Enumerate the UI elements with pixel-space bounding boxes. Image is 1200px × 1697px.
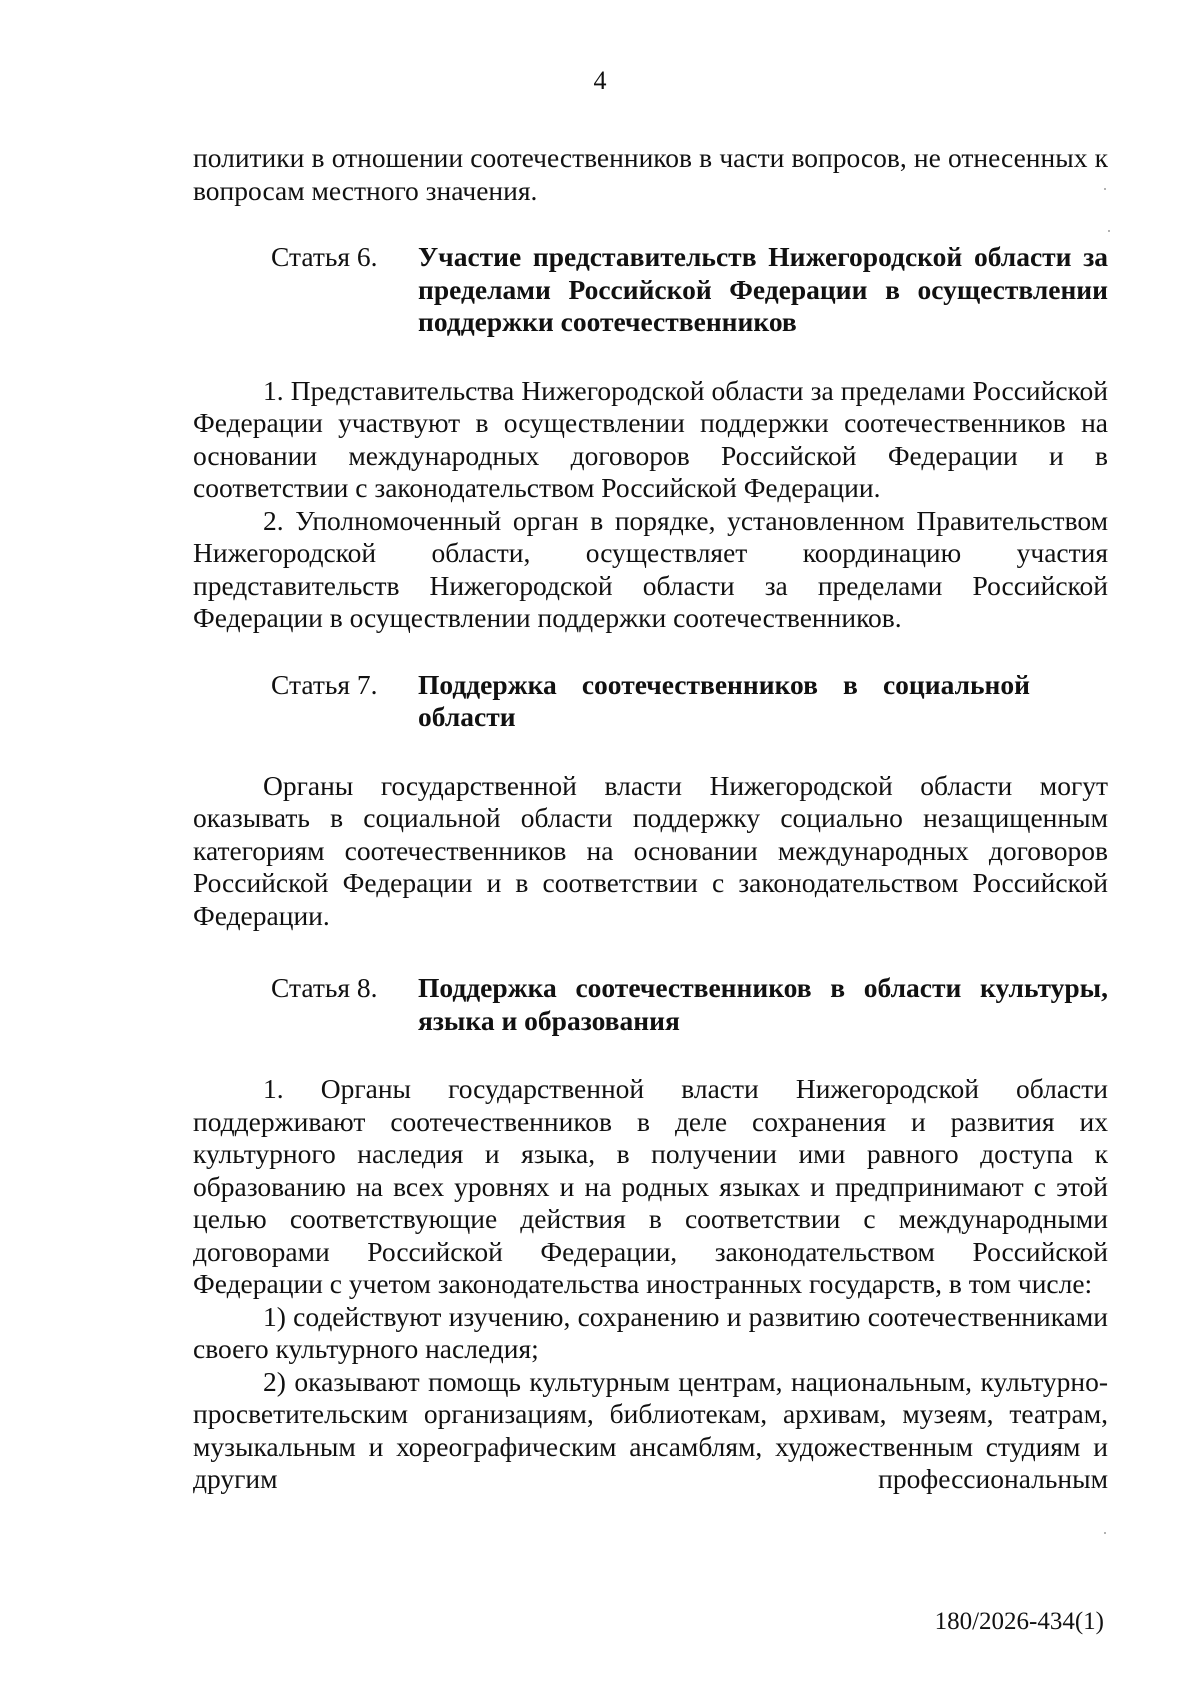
scan-speck xyxy=(1104,188,1106,190)
intro-paragraph: политики в отношении соотечественников в части вопросов, не отнесенных к вопросам местного значения. xyxy=(193,142,1108,206)
article-8-paragraph-1: 1. Органы государственной власти Нижегородской области поддерживают соотечественников в деле сохранения и развития их культурного наследия и языка, в получении ими равного доступа к образованию на всех уровнях и на родных языках и предпринимают с этой целью соответствующие действия в соответствии с международными договорами Российской Федерации, законодательством Российской Федерации с учетом законодательства иностранных государств, в том числе: xyxy=(193,1073,1108,1299)
article-6-heading xyxy=(193,241,1108,339)
article-7-heading xyxy=(193,669,1108,734)
scan-speck xyxy=(1104,1532,1106,1534)
article-8-title: Поддержка соотечественников в области культуры, языка и образования xyxy=(418,972,1108,1036)
article-7-label: Статья 7. xyxy=(271,668,378,700)
article-6-paragraph-1: 1. Представительства Нижегородской области за пределами Российской Федерации участвуют в осуществлении поддержки соотечественников на основании международных договоров Российской Федерации и в соответствии с законодательством Российской Федерации. xyxy=(193,374,1108,503)
document-body xyxy=(193,142,1108,1496)
article-8-label: Статья 8. xyxy=(271,972,378,1003)
article-8-subitem-1: 1) содействуют изучению, сохранению и развитию соотечественниками своего культурного наследия; xyxy=(193,1300,1108,1364)
article-6-title: Участие представительств Нижегородской области за пределами Российской Федерации в осуществлении поддержки соотечественников xyxy=(418,241,1108,337)
article-7-paragraph-1: Органы государственной власти Нижегородской области могут оказывать в социальной области поддержку социально незащищенным категориям соотечественников на основании международных договоров Российской Федерации и в соответствии с законодательством Российской Федерации. xyxy=(193,769,1108,931)
scan-speck xyxy=(1108,230,1110,232)
page-number: 4 xyxy=(593,66,607,95)
document-code: 180/2026-434(1) xyxy=(934,1608,1104,1635)
article-7-title: Поддержка соотечественников в социальной области xyxy=(418,668,1030,732)
article-8-heading xyxy=(193,972,1108,1037)
article-6-paragraph-2: 2. Уполномоченный орган в порядке, установленном Правительством Нижегородской области, осуществляет координацию участия представительств Нижегородской области за пределами Российской Федерации в осуществлении поддержки соотечественников. xyxy=(193,504,1108,633)
article-6-label: Статья 6. xyxy=(271,241,378,272)
article-8-subitem-2: 2) оказывают помощь культурным центрам, национальным, культурно-просветительским организациям, библиотекам, архивам, музеям, театрам, музыкальным и хореографическим ансамблям, художественным студиям и другим профессиональным xyxy=(193,1365,1108,1494)
